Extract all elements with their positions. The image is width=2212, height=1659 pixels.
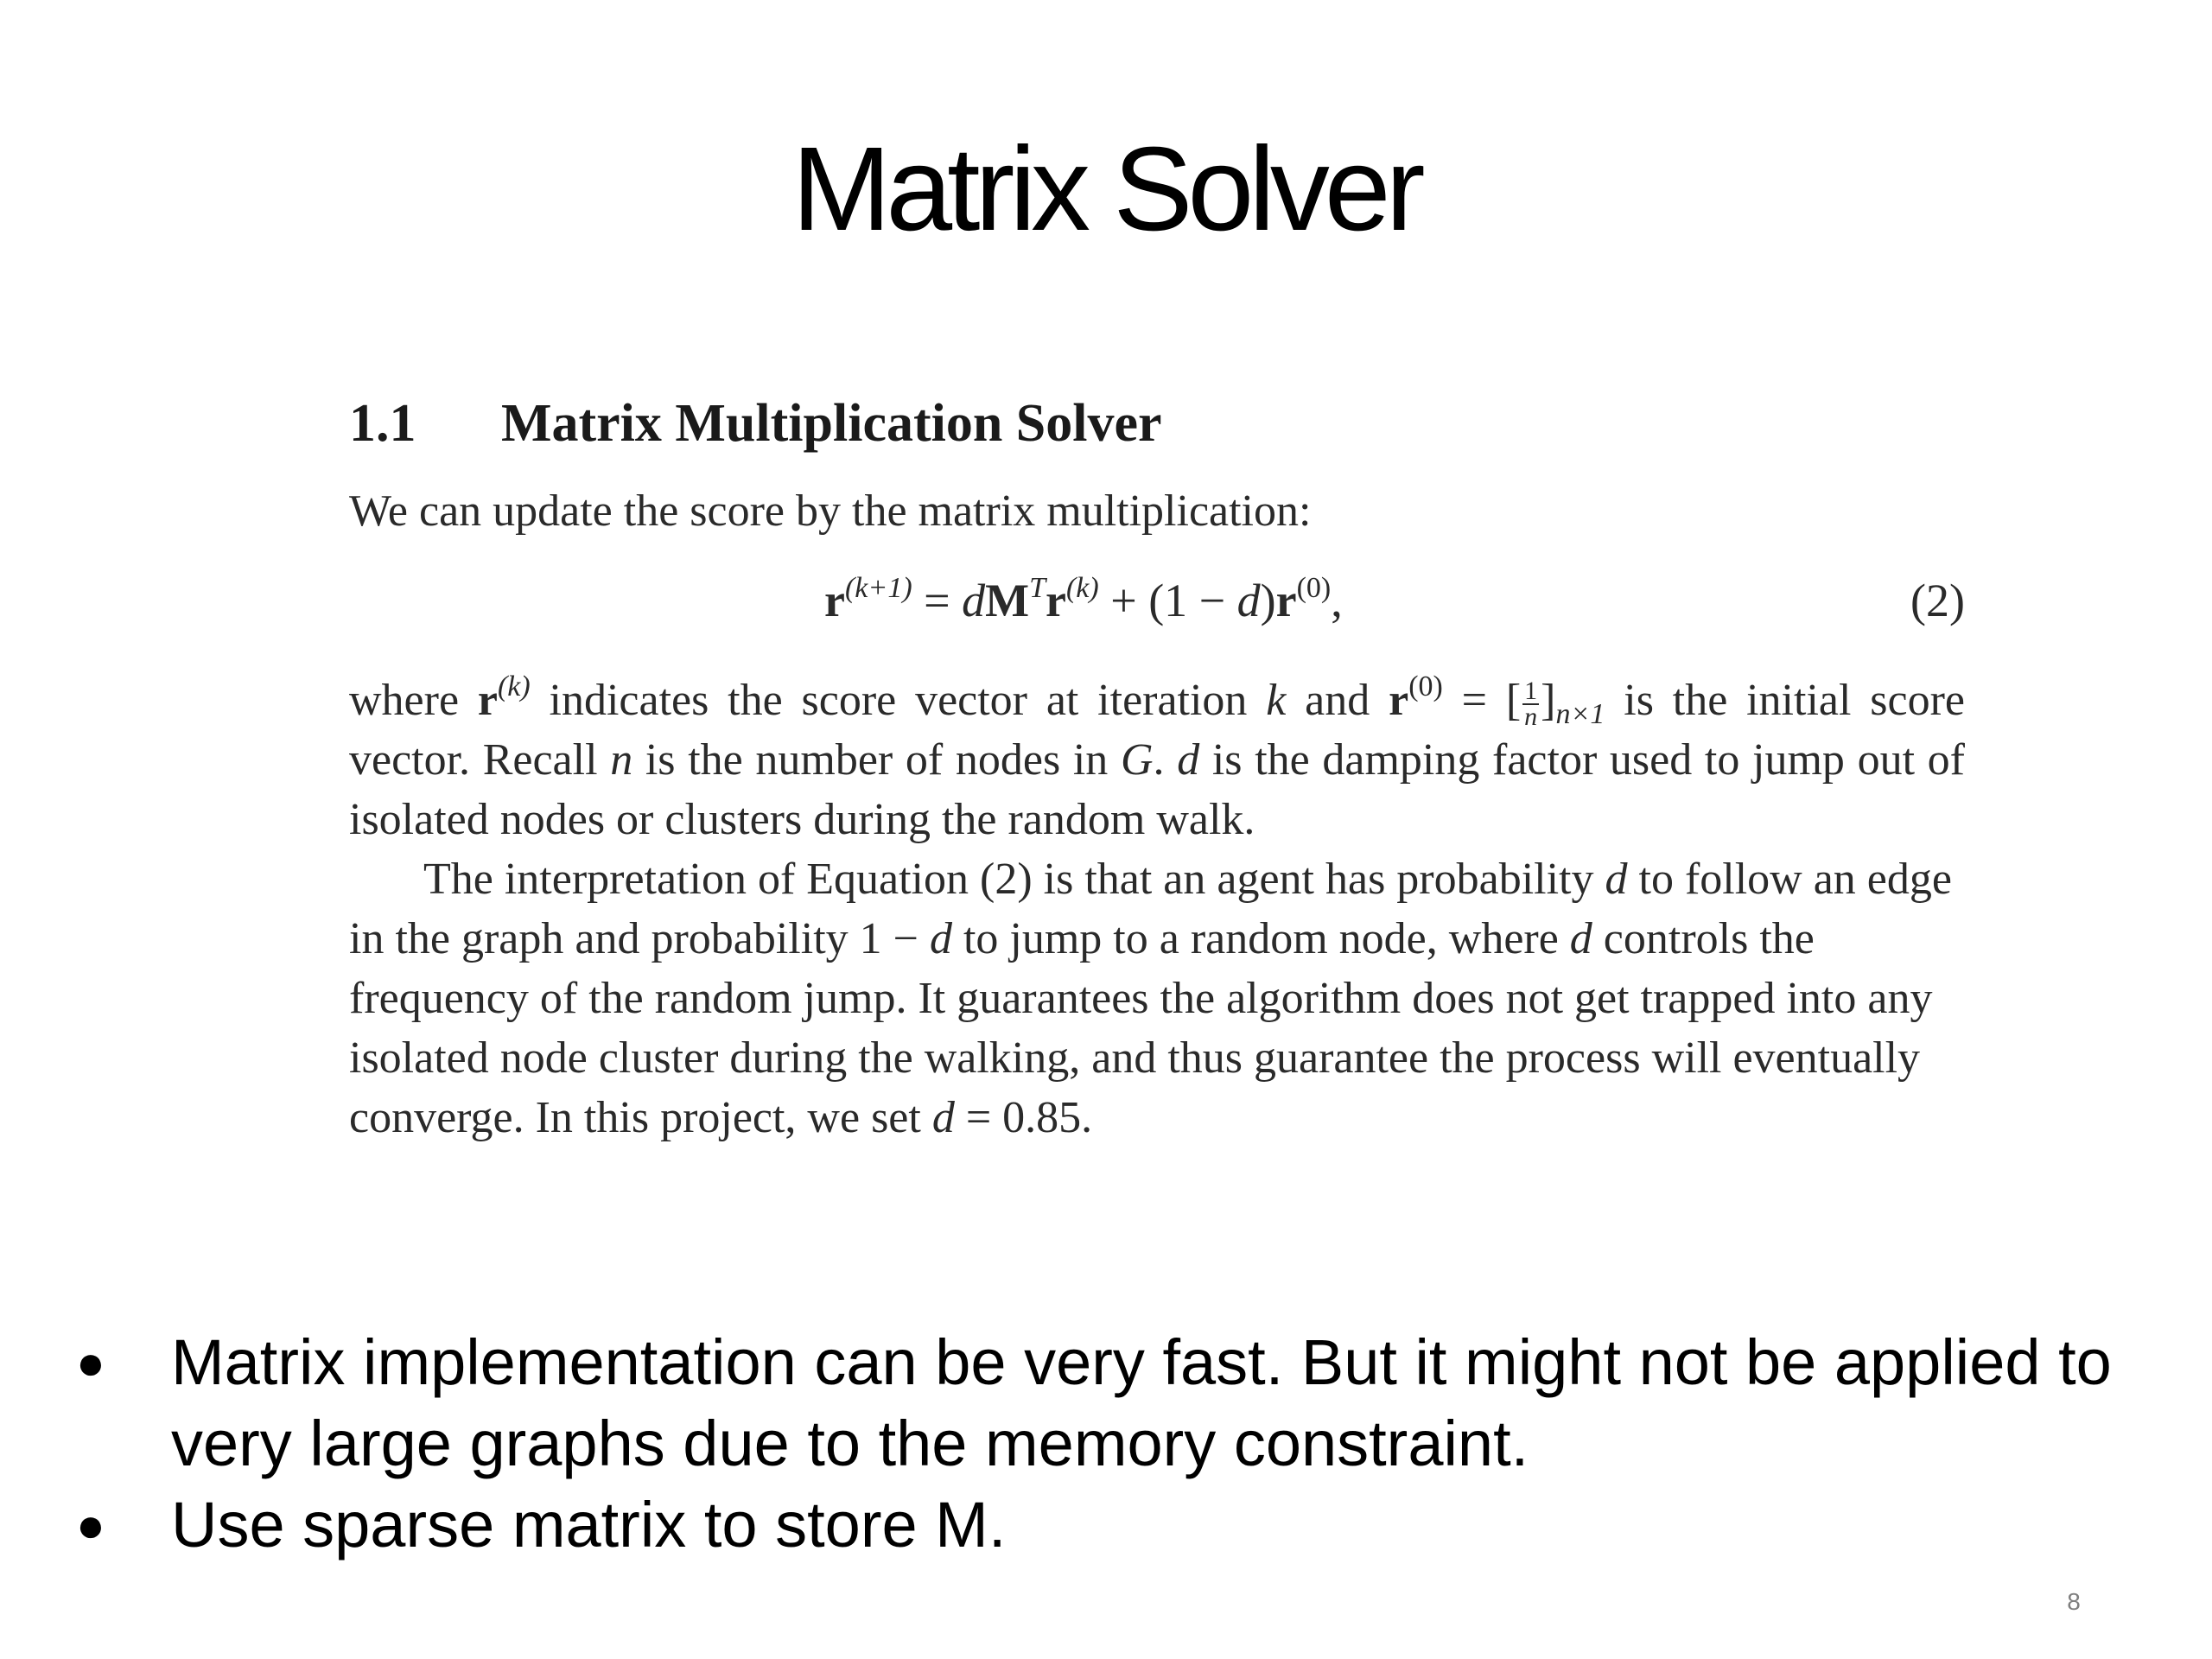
bullet-item: [60, 1484, 2169, 1566]
equation-number: (2): [1910, 575, 1965, 626]
equation-row: [349, 550, 1965, 671]
section-title: Matrix Multiplication Solver: [501, 394, 1162, 453]
section-number: 1.1: [349, 394, 416, 453]
paragraph-definitions: where $r^{(k)}$ indicates the score vector at iteration k and $r^{(0)}$ = [ $\frac{1}{n}$ ]$_{n\times 1}$ is the initial score vector. Recall n is the number of nodes in G. d is the damping factor used to jump out of isolated nodes or clusters during the random walk.: [349, 671, 1966, 844]
page-number: 8: [2067, 1588, 2081, 1615]
bullet-text: Use sparse matrix to store M.: [171, 1489, 1007, 1560]
fraction-one-over-n: $\frac{1}{n}$: [1524, 677, 1538, 732]
intro-sentence: We can update the score by the matrix multiplication:: [349, 486, 1312, 536]
equation: $r^{(k+1)} = dM^Tr^{(k)} + (1 - d)r^{(0)}$,: [824, 572, 1343, 626]
bullet-dot-icon: ●: [76, 1335, 105, 1389]
bullet-dot-icon: ●: [76, 1497, 105, 1552]
paragraph-interpretation: The interpretation of Equation (2) is that an agent has probability d to follow an edge in the graph and probability 1 − d to jump to a random node, where d controls the frequency of the random jump. It guarantees the algorithm does not get trapped into any isolated node cluster during the walking, and thus guarantee the process will eventually converge. In this project, we set d = 0.85.: [349, 855, 1952, 1142]
paper-excerpt: [349, 385, 1965, 1147]
bullet-list: [60, 1322, 2169, 1566]
bullet-text: Matrix implementation can be very fast. But it might not be applied to very large graphs due to the memory constraint.: [171, 1326, 2112, 1479]
slide-title: Matrix Solver: [791, 123, 1421, 256]
bullet-item: [60, 1322, 2169, 1484]
section-heading: [349, 385, 1965, 462]
